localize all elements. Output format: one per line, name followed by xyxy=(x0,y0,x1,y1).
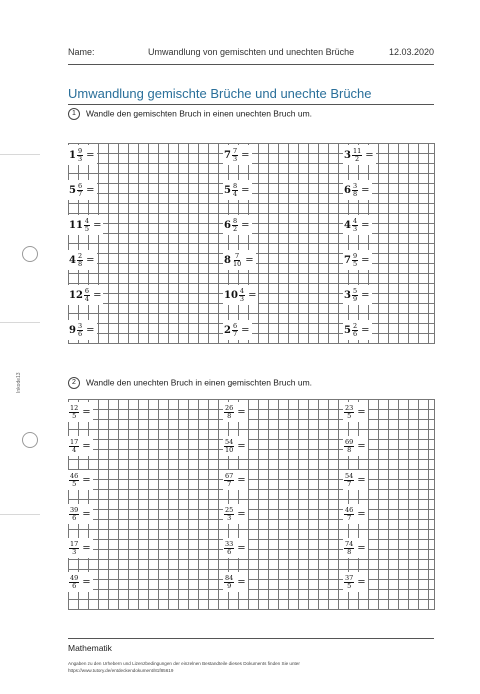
task-1-grid xyxy=(68,143,435,344)
denominator: 8 xyxy=(227,411,232,420)
numerator: 3 xyxy=(352,181,358,190)
exercise-item xyxy=(68,250,97,270)
exercise-item xyxy=(343,250,372,270)
whole-number: 6 xyxy=(344,184,351,196)
equals-sign: = xyxy=(237,406,246,418)
denominator: 9 xyxy=(352,294,358,303)
equals-sign: = xyxy=(357,406,366,418)
fraction xyxy=(232,148,238,163)
denominator: 7 xyxy=(347,479,352,488)
denominator: 5 xyxy=(347,581,352,590)
task-number-badge: 1 xyxy=(68,108,80,120)
numerator: 6 xyxy=(77,181,83,190)
whole-number: 5 xyxy=(224,184,231,196)
fraction xyxy=(352,253,358,268)
whole-number: 7 xyxy=(224,149,231,161)
task-number-badge: 2 xyxy=(68,377,80,389)
numerator: 6 xyxy=(232,321,238,330)
equals-sign: = xyxy=(241,184,250,196)
exercise-item xyxy=(343,572,368,592)
page-title: Umwandlung gemischte Brüche und unechte Brüche xyxy=(68,86,434,105)
numerator: 8 xyxy=(232,181,238,190)
denominator: 6 xyxy=(72,581,77,590)
numerator: 23 xyxy=(345,403,354,412)
denominator: 3 xyxy=(77,154,83,163)
denominator: 2 xyxy=(232,224,238,233)
numerator: 6 xyxy=(84,286,90,295)
denominator: 5 xyxy=(72,411,77,420)
exercise-item xyxy=(223,436,248,456)
denominator: 8 xyxy=(347,547,352,556)
equals-sign: = xyxy=(361,324,370,336)
numerator: 46 xyxy=(70,471,79,480)
copyright-line: Angaben zu den Urhebern und Lizenzbedingungen der einzelnen Bestandteile dieses Dokuments finden Sie unter xyxy=(68,661,300,666)
equals-sign: = xyxy=(237,474,246,486)
binder-divider xyxy=(0,154,40,155)
denominator: 8 xyxy=(77,259,83,268)
fraction xyxy=(352,323,358,338)
exercise-item xyxy=(223,285,258,305)
exercise-item xyxy=(343,320,372,340)
equals-sign: = xyxy=(365,149,374,161)
exercise-item xyxy=(343,504,368,524)
equals-sign: = xyxy=(357,542,366,554)
denominator: 7 xyxy=(347,513,352,522)
numerator: 9 xyxy=(77,146,83,155)
denominator: 7 xyxy=(227,479,232,488)
fraction xyxy=(232,253,242,268)
numerator: 39 xyxy=(70,505,79,514)
whole-number: 6 xyxy=(224,219,231,231)
fraction xyxy=(84,218,90,233)
fraction xyxy=(77,148,83,163)
fraction xyxy=(344,507,354,522)
whole-number: 12 xyxy=(69,289,83,301)
denominator: 9 xyxy=(227,581,232,590)
numerator: 8 xyxy=(232,216,238,225)
equals-sign: = xyxy=(86,254,95,266)
denominator: 10 xyxy=(225,445,234,454)
fraction xyxy=(224,405,234,420)
copyright-url: https://www.tutory.de/entdeckendokument/81f85619 xyxy=(68,668,174,673)
exercise-item xyxy=(343,180,372,200)
fraction xyxy=(344,405,354,420)
fraction xyxy=(232,323,238,338)
fraction xyxy=(232,183,238,198)
denominator: 4 xyxy=(84,294,90,303)
numerator: 49 xyxy=(70,573,79,582)
fraction xyxy=(352,183,358,198)
exercise-item xyxy=(223,538,248,558)
numerator: 46 xyxy=(345,505,354,514)
exercise-item xyxy=(343,538,368,558)
fraction xyxy=(344,439,354,454)
fraction xyxy=(344,541,354,556)
denominator: 10 xyxy=(232,259,242,268)
equals-sign: = xyxy=(86,184,95,196)
header-doc-title: Umwandlung von gemischten und unechten Brüche xyxy=(148,47,355,57)
whole-number: 3 xyxy=(344,289,351,301)
equals-sign: = xyxy=(237,542,246,554)
fraction xyxy=(352,148,362,163)
fraction xyxy=(224,473,234,488)
exercise-item xyxy=(68,145,97,165)
exercise-item xyxy=(68,538,93,558)
numerator: 9 xyxy=(352,251,358,260)
numerator: 25 xyxy=(225,505,234,514)
denominator: 7 xyxy=(77,189,83,198)
footer-copyright xyxy=(68,660,434,674)
numerator: 17 xyxy=(70,539,79,548)
denominator: 2 xyxy=(355,154,360,163)
exercise-item xyxy=(223,402,248,422)
equals-sign: = xyxy=(93,289,102,301)
denominator: 4 xyxy=(72,445,77,454)
equals-sign: = xyxy=(361,184,370,196)
equals-sign: = xyxy=(245,254,254,266)
denominator: 4 xyxy=(232,189,238,198)
equals-sign: = xyxy=(357,576,366,588)
equals-sign: = xyxy=(82,440,91,452)
exercise-item xyxy=(223,320,252,340)
whole-number: 9 xyxy=(69,324,76,336)
whole-number: 3 xyxy=(344,149,351,161)
numerator: 33 xyxy=(225,539,234,548)
exercise-item xyxy=(343,470,368,490)
equals-sign: = xyxy=(93,219,102,231)
task-2-instruction: Wandle den unechten Bruch in einen gemischten Bruch um. xyxy=(86,377,313,388)
fraction xyxy=(84,288,90,303)
whole-number: 8 xyxy=(224,254,231,266)
denominator: 8 xyxy=(347,445,352,454)
denominator: 5 xyxy=(72,479,77,488)
fraction xyxy=(224,575,234,590)
header-date: 12.03.2020 xyxy=(388,47,434,57)
equals-sign: = xyxy=(361,254,370,266)
equals-sign: = xyxy=(241,324,250,336)
fraction xyxy=(69,473,79,488)
exercise-item xyxy=(68,470,93,490)
equals-sign: = xyxy=(361,219,370,231)
equals-sign: = xyxy=(237,508,246,520)
equals-sign: = xyxy=(82,406,91,418)
fraction xyxy=(232,218,238,233)
numerator: 17 xyxy=(70,437,79,446)
denominator: 3 xyxy=(227,513,232,522)
denominator: 3 xyxy=(352,224,358,233)
fraction xyxy=(352,218,358,233)
equals-sign: = xyxy=(241,219,250,231)
task-2-grid xyxy=(68,399,435,610)
numerator: 26 xyxy=(225,403,234,412)
equals-sign: = xyxy=(357,508,366,520)
whole-number: 4 xyxy=(344,219,351,231)
side-code: Inkode13 xyxy=(16,372,22,393)
exercise-item xyxy=(68,436,93,456)
equals-sign: = xyxy=(241,149,250,161)
equals-sign: = xyxy=(361,289,370,301)
numerator: 2 xyxy=(77,251,83,260)
binder-divider xyxy=(0,322,40,323)
equals-sign: = xyxy=(82,576,91,588)
numerator: 7 xyxy=(235,251,240,260)
whole-number: 5 xyxy=(69,184,76,196)
exercise-item xyxy=(223,504,248,524)
binder-divider xyxy=(0,514,40,515)
equals-sign: = xyxy=(82,508,91,520)
numerator: 84 xyxy=(225,573,234,582)
punch-hole xyxy=(22,432,38,448)
exercise-item xyxy=(343,145,376,165)
task-2-heading xyxy=(68,377,312,389)
equals-sign: = xyxy=(248,289,257,301)
fraction xyxy=(77,323,83,338)
fraction xyxy=(352,288,358,303)
numerator: 54 xyxy=(345,471,354,480)
equals-sign: = xyxy=(82,474,91,486)
fraction xyxy=(69,507,79,522)
numerator: 5 xyxy=(352,286,358,295)
fraction xyxy=(69,405,79,420)
exercise-item xyxy=(223,470,248,490)
denominator: 6 xyxy=(227,547,232,556)
exercise-item xyxy=(68,504,93,524)
numerator: 37 xyxy=(345,573,354,582)
denominator: 7 xyxy=(232,329,238,338)
exercise-item xyxy=(223,572,248,592)
denominator: 5 xyxy=(347,411,352,420)
numerator: 7 xyxy=(232,146,238,155)
numerator: 67 xyxy=(225,471,234,480)
denominator: 8 xyxy=(352,189,358,198)
whole-number: 10 xyxy=(224,289,238,301)
exercise-item xyxy=(68,285,103,305)
equals-sign: = xyxy=(82,542,91,554)
equals-sign: = xyxy=(357,440,366,452)
fraction xyxy=(224,541,234,556)
fraction xyxy=(77,253,83,268)
exercise-item xyxy=(223,180,252,200)
fraction xyxy=(224,439,234,454)
exercise-item xyxy=(223,250,256,270)
denominator: 6 xyxy=(72,513,77,522)
numerator: 69 xyxy=(345,437,354,446)
whole-number: 11 xyxy=(69,219,83,231)
fraction xyxy=(69,575,79,590)
denominator: 3 xyxy=(72,547,77,556)
equals-sign: = xyxy=(237,440,246,452)
task-1-instruction: Wandle den gemischten Bruch in einen unechten Bruch um. xyxy=(86,108,313,119)
exercise-item xyxy=(223,215,252,235)
exercise-item xyxy=(68,572,93,592)
fraction xyxy=(77,183,83,198)
fraction xyxy=(224,507,234,522)
fraction xyxy=(69,439,79,454)
exercise-item xyxy=(343,436,368,456)
fraction xyxy=(344,473,354,488)
denominator: 3 xyxy=(239,294,245,303)
denominator: 6 xyxy=(352,329,358,338)
numerator: 2 xyxy=(352,321,358,330)
numerator: 4 xyxy=(84,216,90,225)
fraction xyxy=(69,541,79,556)
exercise-item xyxy=(223,145,252,165)
denominator: 3 xyxy=(232,154,238,163)
numerator: 3 xyxy=(77,321,83,330)
numerator: 54 xyxy=(225,437,234,446)
exercise-item xyxy=(343,402,368,422)
whole-number: 4 xyxy=(69,254,76,266)
whole-number: 1 xyxy=(69,149,76,161)
page-header xyxy=(68,44,434,65)
name-label: Name: xyxy=(68,47,95,57)
equals-sign: = xyxy=(237,576,246,588)
exercise-item xyxy=(68,320,97,340)
whole-number: 2 xyxy=(224,324,231,336)
numerator: 12 xyxy=(70,403,79,412)
exercise-item xyxy=(343,285,372,305)
equals-sign: = xyxy=(357,474,366,486)
numerator: 74 xyxy=(345,539,354,548)
denominator: 5 xyxy=(84,224,90,233)
task-1-heading xyxy=(68,108,312,120)
numerator: 4 xyxy=(352,216,358,225)
fraction xyxy=(239,288,245,303)
denominator: 6 xyxy=(77,329,83,338)
equals-sign: = xyxy=(86,149,95,161)
fraction xyxy=(344,575,354,590)
exercise-item xyxy=(68,215,103,235)
denominator: 5 xyxy=(352,259,358,268)
whole-number: 5 xyxy=(344,324,351,336)
numerator: 11 xyxy=(352,146,362,155)
exercise-item xyxy=(68,402,93,422)
exercise-item xyxy=(343,215,372,235)
exercise-item xyxy=(68,180,97,200)
whole-number: 7 xyxy=(344,254,351,266)
punch-hole xyxy=(22,246,38,262)
numerator: 4 xyxy=(239,286,245,295)
footer-divider xyxy=(68,638,434,639)
footer-subject: Mathematik xyxy=(68,643,112,653)
equals-sign: = xyxy=(86,324,95,336)
